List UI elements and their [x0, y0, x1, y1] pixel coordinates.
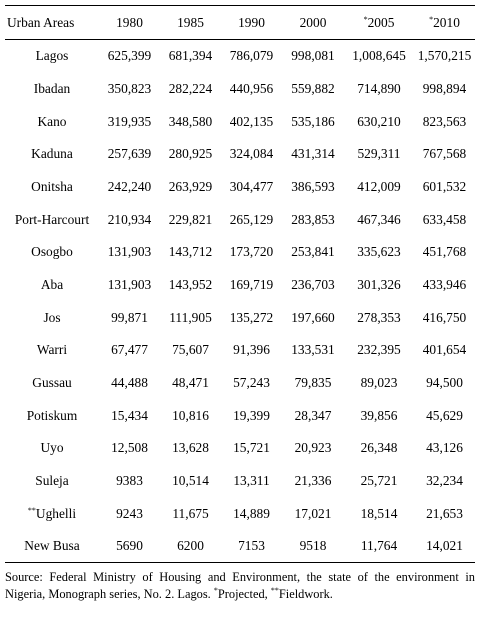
- header-label: 1985: [177, 14, 204, 30]
- population-cell: 601,532: [422, 178, 467, 194]
- urban-area-name: [5, 530, 99, 563]
- population-cell: 21,653: [426, 505, 463, 521]
- population-cell: 625,399: [107, 48, 152, 64]
- urban-area-name: [5, 40, 99, 73]
- population-cell: 28,347: [294, 407, 332, 423]
- table-row: [5, 170, 475, 203]
- urban-area-name: [5, 366, 99, 399]
- source-note: [5, 569, 475, 603]
- table-row: [5, 40, 475, 73]
- population-cell: 348,580: [168, 113, 213, 129]
- population-cell: 133,531: [291, 342, 335, 358]
- population-cell: 324,084: [229, 146, 274, 162]
- population-cell: 401,654: [422, 342, 467, 358]
- population-cell: 9243: [116, 505, 143, 521]
- table-row: [5, 334, 475, 367]
- population-cell: 681,394: [168, 48, 213, 64]
- population-cell: 229,821: [168, 211, 213, 227]
- table-row: [5, 301, 475, 334]
- header-row: [5, 6, 475, 40]
- population-cell: 173,720: [229, 244, 274, 260]
- population-cell: 433,946: [422, 276, 467, 292]
- urban-area-label: Gussau: [32, 375, 72, 391]
- population-cell: 1,008,645: [352, 48, 406, 64]
- population-cell: 10,514: [172, 473, 209, 489]
- population-cell: 91,396: [233, 342, 270, 358]
- table-row: [5, 432, 475, 465]
- header-year: [99, 6, 160, 40]
- urban-area-name: [5, 138, 99, 171]
- projected-marker: *: [213, 586, 218, 595]
- urban-area-name: [5, 105, 99, 138]
- header-label: 1980: [116, 14, 143, 30]
- urban-area-name: [5, 432, 99, 465]
- population-cell: 19,399: [233, 407, 270, 423]
- population-cell: 767,568: [422, 146, 467, 162]
- population-cell: 67,477: [111, 342, 148, 358]
- population-cell: 282,224: [168, 80, 213, 96]
- population-cell: 304,477: [229, 178, 274, 194]
- population-cell: 1,570,215: [417, 48, 472, 64]
- header-year: [221, 6, 282, 40]
- urban-area-label: Uyo: [40, 440, 64, 456]
- urban-area-label: Aba: [40, 276, 64, 292]
- urban-area-name: [5, 334, 99, 367]
- table-row: [5, 72, 475, 105]
- population-cell: 43,126: [426, 440, 463, 456]
- urban-area-label: Osogbo: [31, 244, 73, 260]
- population-cell: 280,925: [168, 146, 213, 162]
- population-cell: 529,311: [357, 146, 401, 162]
- population-cell: 39,856: [360, 407, 398, 423]
- population-cell: 402,135: [229, 113, 274, 129]
- population-cell: 12,508: [111, 440, 148, 456]
- header-label: 2010: [433, 14, 460, 30]
- fieldwork-label: Fieldwork.: [278, 587, 333, 601]
- population-cell: 253,841: [291, 244, 335, 260]
- population-cell: 25,721: [360, 473, 398, 489]
- population-cell: 15,434: [111, 407, 148, 423]
- population-cell: 17,021: [294, 505, 332, 521]
- population-cell: 535,186: [291, 113, 335, 129]
- projected-label: Projected,: [217, 587, 271, 601]
- population-cell: 89,023: [360, 375, 398, 391]
- population-cell: 20,923: [294, 440, 332, 456]
- table-row: [5, 530, 475, 563]
- urban-area-label: Kaduna: [31, 146, 73, 162]
- population-cell: 335,623: [357, 244, 401, 260]
- population-cell: 94,500: [426, 375, 463, 391]
- urban-area-name: [5, 464, 99, 497]
- population-cell: 386,593: [291, 178, 335, 194]
- urban-area-label: New Busa: [24, 538, 80, 554]
- population-cell: 11,764: [344, 530, 414, 563]
- header-year: [282, 6, 344, 40]
- population-cell: 197,660: [291, 309, 335, 325]
- population-cell: 823,563: [422, 113, 467, 129]
- population-cell: 13,311: [233, 473, 270, 489]
- population-cell: 278,353: [357, 309, 401, 325]
- population-cell: 265,129: [229, 211, 274, 227]
- population-cell: 14,889: [233, 505, 270, 521]
- urban-area-label: Port-Harcourt: [14, 211, 90, 227]
- urban-area-label: Kano: [37, 113, 67, 129]
- header-label: 2000: [299, 14, 327, 30]
- header-label: Urban Areas: [7, 14, 75, 30]
- table-row: [5, 105, 475, 138]
- population-cell: 283,853: [291, 211, 335, 227]
- header-label: 1990: [238, 14, 265, 30]
- table-row: [5, 138, 475, 171]
- urban-area-name: [5, 497, 99, 530]
- table-row: [5, 464, 475, 497]
- population-cell: 7153: [221, 530, 282, 563]
- population-cell: 48,471: [172, 375, 209, 391]
- population-cell: 32,234: [426, 473, 463, 489]
- population-cell: 131,903: [107, 244, 152, 260]
- population-cell: 236,703: [291, 276, 335, 292]
- population-cell: 13,628: [172, 440, 209, 456]
- table-header: [5, 6, 475, 40]
- urban-area-label: Lagos: [35, 48, 69, 64]
- table-body: [5, 40, 475, 563]
- urban-area-name: [5, 301, 99, 334]
- population-cell: 9383: [116, 473, 143, 489]
- population-cell: 44,488: [111, 375, 148, 391]
- population-cell: 18,514: [360, 505, 398, 521]
- urban-area-name: [5, 236, 99, 269]
- population-cell: 99,871: [111, 309, 148, 325]
- urban-area-label: Suleja: [35, 473, 69, 489]
- urban-area-name: [5, 399, 99, 432]
- urban-area-name: [5, 268, 99, 301]
- population-cell: 143,712: [168, 244, 213, 260]
- population-cell: 5690: [99, 530, 160, 563]
- population-cell: 451,768: [422, 244, 467, 260]
- population-cell: 210,934: [107, 211, 152, 227]
- population-cell: 21,336: [294, 473, 332, 489]
- population-cell: 75,607: [172, 342, 209, 358]
- source-text: Source: Federal Ministry of Housing and Environment, the state of the environment in Nigeria, Monograph series, No. 2. Lagos.: [5, 570, 475, 601]
- population-cell: 998,081: [291, 48, 335, 64]
- urban-population-table: [5, 5, 475, 563]
- fieldwork-marker: **: [27, 505, 36, 515]
- header-label: 2005: [367, 14, 395, 30]
- population-cell: 6200: [160, 530, 221, 563]
- population-cell: 440,956: [229, 80, 274, 96]
- population-cell: 257,639: [107, 146, 152, 162]
- population-cell: 416,750: [422, 309, 467, 325]
- urban-area-name: [5, 170, 99, 203]
- population-cell: 15,721: [233, 440, 270, 456]
- urban-area-label: Ibadan: [33, 80, 71, 96]
- population-cell: 169,719: [229, 276, 274, 292]
- population-cell: 135,272: [229, 309, 274, 325]
- population-cell: 630,210: [357, 113, 401, 129]
- urban-area-label: Jos: [43, 309, 61, 325]
- population-cell: 79,835: [294, 375, 332, 391]
- population-cell: 26,348: [360, 440, 398, 456]
- urban-area-label: Onitsha: [31, 178, 73, 194]
- population-cell: 57,243: [233, 375, 270, 391]
- population-cell: 10,816: [172, 407, 209, 423]
- table-row: [5, 203, 475, 236]
- table-row: [5, 236, 475, 269]
- population-cell: 242,240: [107, 178, 152, 194]
- header-year: [414, 6, 475, 40]
- population-cell: 319,935: [107, 113, 152, 129]
- urban-area-label: Ughelli: [35, 505, 77, 521]
- table-row: [5, 497, 475, 530]
- header-urban-areas: [5, 6, 99, 40]
- projected-marker: *: [429, 14, 434, 24]
- urban-area-name: [5, 72, 99, 105]
- urban-area-label: Warri: [36, 342, 68, 358]
- header-year: [344, 6, 414, 40]
- population-cell: 350,823: [107, 80, 152, 96]
- table-row: [5, 366, 475, 399]
- population-cell: 998,894: [422, 80, 467, 96]
- population-cell: 232,395: [357, 342, 401, 358]
- population-cell: 9518: [282, 530, 344, 563]
- population-cell: 14,021: [414, 530, 475, 563]
- population-cell: 633,458: [422, 211, 467, 227]
- population-cell: 467,346: [357, 211, 401, 227]
- population-cell: 111,905: [169, 309, 212, 325]
- population-cell: 131,903: [107, 276, 152, 292]
- table-row: [5, 399, 475, 432]
- population-cell: 786,079: [229, 48, 274, 64]
- population-cell: 45,629: [426, 407, 463, 423]
- urban-area-label: Potiskum: [26, 407, 78, 423]
- population-cell: 11,675: [172, 505, 209, 521]
- population-cell: 412,009: [357, 178, 401, 194]
- table-row: [5, 268, 475, 301]
- population-cell: 714,890: [357, 80, 401, 96]
- population-cell: 431,314: [291, 146, 335, 162]
- population-cell: 559,882: [291, 80, 335, 96]
- projected-marker: *: [363, 14, 368, 24]
- fieldwork-marker: **: [270, 586, 279, 595]
- header-year: [160, 6, 221, 40]
- population-cell: 143,952: [168, 276, 213, 292]
- population-cell: 263,929: [168, 178, 213, 194]
- urban-area-name: [5, 203, 99, 236]
- population-cell: 301,326: [357, 276, 401, 292]
